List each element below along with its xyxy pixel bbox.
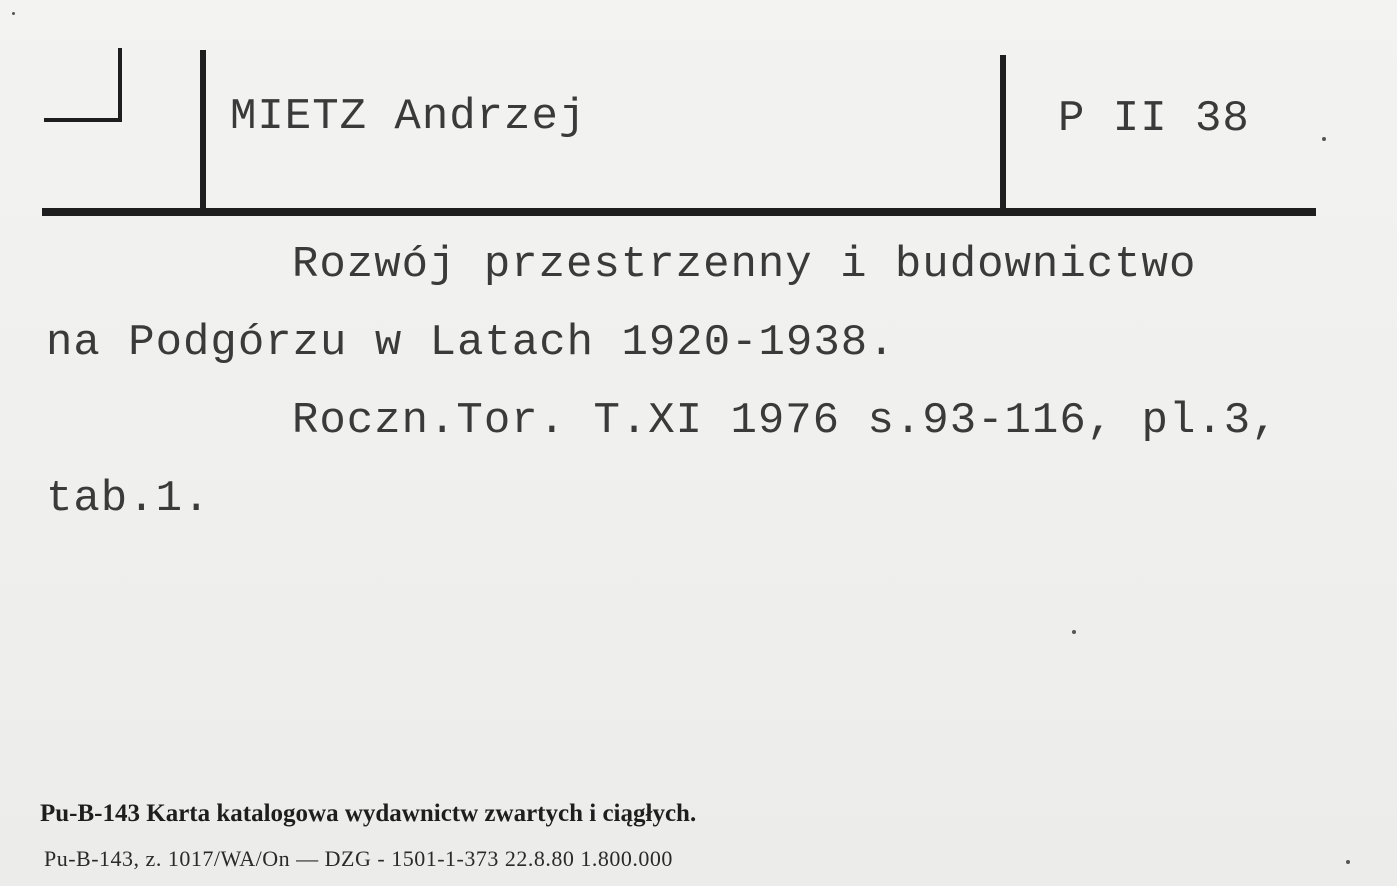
citation-line-2: tab.1. — [46, 474, 211, 524]
print-info: Pu-B-143, z. 1017/WA/On — DZG - 1501-1-373 22.8.80 1.800.000 — [44, 846, 673, 871]
title-line-1: Rozwój przestrzenny i budownictwo — [292, 240, 1197, 290]
corner-mark-vertical — [118, 48, 122, 122]
author-heading: MIETZ Andrzej — [230, 92, 587, 142]
header-rule — [42, 208, 1316, 216]
form-title: Pu-B-143 Karta katalogowa wydawnictw zwartych i ciągłych. — [40, 800, 697, 827]
header-divider-left — [200, 50, 206, 212]
scan-speck — [1072, 630, 1076, 634]
citation-line-1: Roczn.Tor. T.XI 1976 s.93-116, pl.3, — [292, 396, 1279, 446]
scan-speck — [1346, 860, 1350, 864]
header-divider-right — [1000, 55, 1006, 213]
title-line-2: na Podgórzu w Latach 1920-1938. — [46, 318, 896, 368]
scan-speck — [1322, 137, 1326, 141]
shelfmark: P II 38 — [1058, 94, 1250, 144]
corner-mark-horizontal — [44, 118, 122, 122]
scan-speck — [12, 12, 15, 15]
